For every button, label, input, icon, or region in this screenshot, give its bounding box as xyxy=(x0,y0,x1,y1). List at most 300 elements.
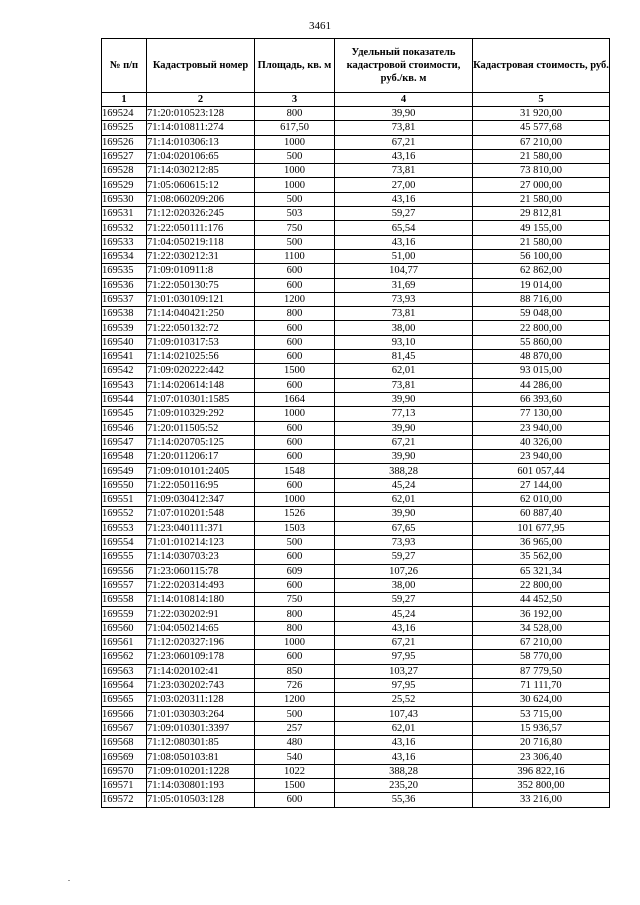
table-row xyxy=(102,364,610,378)
area-cell: 1526 xyxy=(255,507,335,521)
area-cell: 257 xyxy=(255,721,335,735)
area-cell: 1000 xyxy=(255,493,335,507)
table-row xyxy=(102,192,610,206)
cadastral-cost-cell: 23 940,00 xyxy=(473,421,610,435)
cadastral-cost-cell: 23 940,00 xyxy=(473,450,610,464)
specific-value-cell: 62,01 xyxy=(335,364,473,378)
cadastral-number-cell: 71:22:030212:31 xyxy=(147,249,255,263)
table-row xyxy=(102,664,610,678)
cadastral-number-cell: 71:20:011206:17 xyxy=(147,450,255,464)
table-row xyxy=(102,178,610,192)
row-number-cell: 169543 xyxy=(102,378,147,392)
table-row xyxy=(102,307,610,321)
cadastral-cost-cell: 67 210,00 xyxy=(473,135,610,149)
specific-value-cell: 67,65 xyxy=(335,521,473,535)
cadastral-number-cell: 71:14:010814:180 xyxy=(147,593,255,607)
table-row xyxy=(102,678,610,692)
cadastral-number-cell: 71:09:010329:292 xyxy=(147,407,255,421)
cadastral-cost-cell: 22 800,00 xyxy=(473,321,610,335)
cadastral-cost-cell: 62 010,00 xyxy=(473,493,610,507)
specific-value-cell: 43,16 xyxy=(335,621,473,635)
cadastral-number-cell: 71:14:020614:148 xyxy=(147,378,255,392)
area-cell: 850 xyxy=(255,664,335,678)
cadastral-cost-cell: 36 965,00 xyxy=(473,535,610,549)
area-cell: 500 xyxy=(255,535,335,549)
table-row xyxy=(102,321,610,335)
area-cell: 1503 xyxy=(255,521,335,535)
cadastral-number-cell: 71:14:030212:85 xyxy=(147,164,255,178)
cadastral-number-cell: 71:22:030202:91 xyxy=(147,607,255,621)
column-number-5: 5 xyxy=(473,93,610,107)
specific-value-cell: 31,69 xyxy=(335,278,473,292)
specific-value-cell: 107,43 xyxy=(335,707,473,721)
table-row xyxy=(102,507,610,521)
table-row xyxy=(102,578,610,592)
table-row xyxy=(102,521,610,535)
area-cell: 609 xyxy=(255,564,335,578)
cadastral-number-cell: 71:23:030202:743 xyxy=(147,678,255,692)
row-number-cell: 169542 xyxy=(102,364,147,378)
row-number-cell: 169550 xyxy=(102,478,147,492)
area-cell: 540 xyxy=(255,750,335,764)
row-number-cell: 169546 xyxy=(102,421,147,435)
cadastral-number-cell: 71:22:050132:72 xyxy=(147,321,255,335)
row-number-cell: 169533 xyxy=(102,235,147,249)
table-row xyxy=(102,550,610,564)
table-row xyxy=(102,635,610,649)
cadastral-cost-cell: 62 862,00 xyxy=(473,264,610,278)
area-cell: 600 xyxy=(255,550,335,564)
cadastral-number-cell: 71:12:080301:85 xyxy=(147,736,255,750)
table-row xyxy=(102,407,610,421)
cadastral-number-cell: 71:04:050214:65 xyxy=(147,621,255,635)
specific-value-cell: 73,81 xyxy=(335,164,473,178)
area-cell: 617,50 xyxy=(255,121,335,135)
cadastral-number-cell: 71:09:010201:1228 xyxy=(147,764,255,778)
row-number-cell: 169563 xyxy=(102,664,147,678)
specific-value-cell: 65,54 xyxy=(335,221,473,235)
cadastral-number-cell: 71:14:010306:13 xyxy=(147,135,255,149)
cadastral-cost-cell: 23 306,40 xyxy=(473,750,610,764)
row-number-cell: 169532 xyxy=(102,221,147,235)
specific-value-cell: 25,52 xyxy=(335,693,473,707)
specific-value-cell: 67,21 xyxy=(335,435,473,449)
row-number-cell: 169564 xyxy=(102,678,147,692)
specific-value-cell: 388,28 xyxy=(335,464,473,478)
area-cell: 1100 xyxy=(255,249,335,263)
row-number-cell: 169528 xyxy=(102,164,147,178)
cadastral-cost-cell: 21 580,00 xyxy=(473,192,610,206)
area-cell: 1022 xyxy=(255,764,335,778)
table-row xyxy=(102,493,610,507)
row-number-cell: 169548 xyxy=(102,450,147,464)
row-number-cell: 169554 xyxy=(102,535,147,549)
area-cell: 800 xyxy=(255,107,335,121)
area-cell: 500 xyxy=(255,149,335,163)
row-number-cell: 169571 xyxy=(102,778,147,792)
specific-value-cell: 73,81 xyxy=(335,307,473,321)
specific-value-cell: 43,16 xyxy=(335,736,473,750)
cadastral-number-cell: 71:23:040111:371 xyxy=(147,521,255,535)
cadastral-cost-cell: 93 015,00 xyxy=(473,364,610,378)
table-row xyxy=(102,650,610,664)
row-number-cell: 169568 xyxy=(102,736,147,750)
specific-value-cell: 73,93 xyxy=(335,535,473,549)
area-cell: 1000 xyxy=(255,635,335,649)
cadastral-cost-cell: 65 321,34 xyxy=(473,564,610,578)
cadastral-number-cell: 71:01:030303:264 xyxy=(147,707,255,721)
row-number-cell: 169552 xyxy=(102,507,147,521)
table-row xyxy=(102,392,610,406)
row-number-cell: 169560 xyxy=(102,621,147,635)
cadastral-cost-cell: 36 192,00 xyxy=(473,607,610,621)
specific-value-cell: 62,01 xyxy=(335,493,473,507)
specific-value-cell: 39,90 xyxy=(335,392,473,406)
cadastral-cost-cell: 35 562,00 xyxy=(473,550,610,564)
table-row xyxy=(102,693,610,707)
cadastral-number-cell: 71:04:050219:118 xyxy=(147,235,255,249)
row-number-cell: 169559 xyxy=(102,607,147,621)
column-number-4: 4 xyxy=(335,93,473,107)
cadastral-number-cell: 71:14:020102:41 xyxy=(147,664,255,678)
table-row xyxy=(102,135,610,149)
specific-value-cell: 45,24 xyxy=(335,607,473,621)
area-cell: 800 xyxy=(255,621,335,635)
table-row xyxy=(102,264,610,278)
cadastral-cost-cell: 352 800,00 xyxy=(473,778,610,792)
specific-value-cell: 55,36 xyxy=(335,793,473,807)
cadastral-cost-cell: 101 677,95 xyxy=(473,521,610,535)
area-cell: 480 xyxy=(255,736,335,750)
row-number-cell: 169566 xyxy=(102,707,147,721)
table-row xyxy=(102,235,610,249)
row-number-cell: 169545 xyxy=(102,407,147,421)
cadastral-number-cell: 71:12:020326:245 xyxy=(147,207,255,221)
specific-value-cell: 73,81 xyxy=(335,121,473,135)
area-cell: 1000 xyxy=(255,164,335,178)
cadastral-cost-cell: 21 580,00 xyxy=(473,149,610,163)
specific-value-cell: 62,01 xyxy=(335,721,473,735)
specific-value-cell: 77,13 xyxy=(335,407,473,421)
specific-value-cell: 43,16 xyxy=(335,235,473,249)
cadastral-number-cell: 71:03:020311:128 xyxy=(147,693,255,707)
specific-value-cell: 388,28 xyxy=(335,764,473,778)
cadastral-cost-cell: 60 887,40 xyxy=(473,507,610,521)
cadastral-value-table xyxy=(101,38,610,808)
cadastral-number-cell: 71:04:020106:65 xyxy=(147,149,255,163)
column-number-2: 2 xyxy=(147,93,255,107)
cadastral-number-cell: 71:09:020222:442 xyxy=(147,364,255,378)
table-row xyxy=(102,435,610,449)
row-number-cell: 169549 xyxy=(102,464,147,478)
row-number-cell: 169565 xyxy=(102,693,147,707)
cadastral-cost-cell: 59 048,00 xyxy=(473,307,610,321)
cadastral-cost-cell: 88 716,00 xyxy=(473,292,610,306)
cadastral-number-cell: 71:09:010911:8 xyxy=(147,264,255,278)
cadastral-cost-cell: 45 577,68 xyxy=(473,121,610,135)
cadastral-number-cell: 71:22:050111:176 xyxy=(147,221,255,235)
table-row xyxy=(102,793,610,807)
table-body xyxy=(102,107,610,808)
table-row xyxy=(102,721,610,735)
specific-value-cell: 39,90 xyxy=(335,421,473,435)
cadastral-cost-cell: 396 822,16 xyxy=(473,764,610,778)
row-number-cell: 169562 xyxy=(102,650,147,664)
table-row xyxy=(102,621,610,635)
area-cell: 800 xyxy=(255,607,335,621)
table-row xyxy=(102,421,610,435)
cadastral-number-cell: 71:01:030109:121 xyxy=(147,292,255,306)
area-cell: 726 xyxy=(255,678,335,692)
area-cell: 1500 xyxy=(255,364,335,378)
table-row xyxy=(102,707,610,721)
row-number-cell: 169534 xyxy=(102,249,147,263)
area-cell: 500 xyxy=(255,192,335,206)
cadastral-number-cell: 71:22:050130:75 xyxy=(147,278,255,292)
cadastral-cost-cell: 31 920,00 xyxy=(473,107,610,121)
area-cell: 1664 xyxy=(255,392,335,406)
cadastral-cost-cell: 53 715,00 xyxy=(473,707,610,721)
cadastral-cost-cell: 44 452,50 xyxy=(473,593,610,607)
scan-speck xyxy=(68,880,70,881)
cadastral-number-cell: 71:05:060615:12 xyxy=(147,178,255,192)
specific-value-cell: 38,00 xyxy=(335,578,473,592)
row-number-cell: 169527 xyxy=(102,149,147,163)
specific-value-cell: 73,93 xyxy=(335,292,473,306)
area-cell: 600 xyxy=(255,793,335,807)
row-number-cell: 169558 xyxy=(102,593,147,607)
area-cell: 1000 xyxy=(255,135,335,149)
table-row xyxy=(102,464,610,478)
table-row xyxy=(102,378,610,392)
row-number-cell: 169526 xyxy=(102,135,147,149)
cadastral-cost-cell: 601 057,44 xyxy=(473,464,610,478)
specific-value-cell: 59,27 xyxy=(335,207,473,221)
table-row xyxy=(102,121,610,135)
cadastral-cost-cell: 73 810,00 xyxy=(473,164,610,178)
table-row xyxy=(102,450,610,464)
specific-value-cell: 51,00 xyxy=(335,249,473,263)
area-cell: 600 xyxy=(255,435,335,449)
cadastral-cost-cell: 30 624,00 xyxy=(473,693,610,707)
specific-value-cell: 93,10 xyxy=(335,335,473,349)
row-number-cell: 169525 xyxy=(102,121,147,135)
row-number-cell: 169556 xyxy=(102,564,147,578)
header-cadastral-cost: Кадастровая стоимость, руб. xyxy=(473,39,610,93)
specific-value-cell: 43,16 xyxy=(335,192,473,206)
specific-value-cell: 67,21 xyxy=(335,135,473,149)
specific-value-cell: 67,21 xyxy=(335,635,473,649)
cadastral-number-cell: 71:14:030703:23 xyxy=(147,550,255,564)
table-row xyxy=(102,593,610,607)
cadastral-number-cell: 71:22:050116:95 xyxy=(147,478,255,492)
table-row xyxy=(102,249,610,263)
specific-value-cell: 104,77 xyxy=(335,264,473,278)
row-number-cell: 169547 xyxy=(102,435,147,449)
specific-value-cell: 97,95 xyxy=(335,650,473,664)
page-number: 3461 xyxy=(309,20,331,32)
cadastral-cost-cell: 27 144,00 xyxy=(473,478,610,492)
area-cell: 1200 xyxy=(255,292,335,306)
cadastral-cost-cell: 20 716,80 xyxy=(473,736,610,750)
cadastral-number-cell: 71:09:010317:53 xyxy=(147,335,255,349)
row-number-cell: 169531 xyxy=(102,207,147,221)
cadastral-number-cell: 71:14:040421:250 xyxy=(147,307,255,321)
cadastral-cost-cell: 27 000,00 xyxy=(473,178,610,192)
cadastral-cost-cell: 40 326,00 xyxy=(473,435,610,449)
cadastral-number-cell: 71:23:060115:78 xyxy=(147,564,255,578)
specific-value-cell: 73,81 xyxy=(335,378,473,392)
area-cell: 800 xyxy=(255,307,335,321)
cadastral-cost-cell: 15 936,57 xyxy=(473,721,610,735)
cadastral-number-cell: 71:14:020705:125 xyxy=(147,435,255,449)
cadastral-cost-cell: 33 216,00 xyxy=(473,793,610,807)
area-cell: 600 xyxy=(255,578,335,592)
cadastral-number-cell: 71:07:010201:548 xyxy=(147,507,255,521)
area-cell: 1548 xyxy=(255,464,335,478)
row-number-cell: 169537 xyxy=(102,292,147,306)
row-number-cell: 169572 xyxy=(102,793,147,807)
cadastral-number-cell: 71:20:011505:52 xyxy=(147,421,255,435)
cadastral-number-cell: 71:23:060109:178 xyxy=(147,650,255,664)
area-cell: 600 xyxy=(255,264,335,278)
cadastral-number-cell: 71:01:010214:123 xyxy=(147,535,255,549)
table-row xyxy=(102,221,610,235)
cadastral-cost-cell: 21 580,00 xyxy=(473,235,610,249)
area-cell: 600 xyxy=(255,650,335,664)
row-number-cell: 169561 xyxy=(102,635,147,649)
cadastral-cost-cell: 19 014,00 xyxy=(473,278,610,292)
cadastral-cost-cell: 49 155,00 xyxy=(473,221,610,235)
cadastral-number-cell: 71:08:060209:206 xyxy=(147,192,255,206)
row-number-cell: 169535 xyxy=(102,264,147,278)
table-row xyxy=(102,335,610,349)
row-number-cell: 169557 xyxy=(102,578,147,592)
row-number-cell: 169569 xyxy=(102,750,147,764)
area-cell: 600 xyxy=(255,350,335,364)
area-cell: 600 xyxy=(255,335,335,349)
row-number-cell: 169539 xyxy=(102,321,147,335)
row-number-cell: 169524 xyxy=(102,107,147,121)
row-number-cell: 169530 xyxy=(102,192,147,206)
area-cell: 600 xyxy=(255,478,335,492)
row-number-cell: 169529 xyxy=(102,178,147,192)
area-cell: 600 xyxy=(255,321,335,335)
column-number-1: 1 xyxy=(102,93,147,107)
table-row xyxy=(102,736,610,750)
specific-value-cell: 27,00 xyxy=(335,178,473,192)
specific-value-cell: 43,16 xyxy=(335,750,473,764)
cadastral-cost-cell: 71 111,70 xyxy=(473,678,610,692)
area-cell: 1200 xyxy=(255,693,335,707)
row-number-cell: 169540 xyxy=(102,335,147,349)
table-row xyxy=(102,607,610,621)
table-row xyxy=(102,350,610,364)
area-cell: 600 xyxy=(255,421,335,435)
area-cell: 600 xyxy=(255,378,335,392)
area-cell: 750 xyxy=(255,221,335,235)
area-cell: 500 xyxy=(255,235,335,249)
cadastral-number-cell: 71:14:021025:56 xyxy=(147,350,255,364)
cadastral-cost-cell: 44 286,00 xyxy=(473,378,610,392)
cadastral-cost-cell: 55 860,00 xyxy=(473,335,610,349)
cadastral-cost-cell: 67 210,00 xyxy=(473,635,610,649)
table-row xyxy=(102,278,610,292)
cadastral-number-cell: 71:09:030412:347 xyxy=(147,493,255,507)
specific-value-cell: 59,27 xyxy=(335,550,473,564)
header-specific-value: Удельный показатель кадастровой стоимости, руб./кв. м xyxy=(335,39,473,93)
area-cell: 750 xyxy=(255,593,335,607)
header-cadastral-number: Кадастровый номер xyxy=(147,39,255,93)
row-number-cell: 169570 xyxy=(102,764,147,778)
table-row xyxy=(102,107,610,121)
specific-value-cell: 235,20 xyxy=(335,778,473,792)
row-number-cell: 169567 xyxy=(102,721,147,735)
cadastral-number-cell: 71:09:010301:3397 xyxy=(147,721,255,735)
specific-value-cell: 39,90 xyxy=(335,107,473,121)
specific-value-cell: 45,24 xyxy=(335,478,473,492)
table-row xyxy=(102,149,610,163)
specific-value-cell: 59,27 xyxy=(335,593,473,607)
cadastral-number-cell: 71:05:010503:128 xyxy=(147,793,255,807)
area-cell: 500 xyxy=(255,707,335,721)
row-number-cell: 169541 xyxy=(102,350,147,364)
table-row xyxy=(102,478,610,492)
specific-value-cell: 39,90 xyxy=(335,450,473,464)
specific-value-cell: 39,90 xyxy=(335,507,473,521)
cadastral-cost-cell: 87 779,50 xyxy=(473,664,610,678)
specific-value-cell: 43,16 xyxy=(335,149,473,163)
cadastral-cost-cell: 48 870,00 xyxy=(473,350,610,364)
cadastral-number-cell: 71:12:020327:196 xyxy=(147,635,255,649)
cadastral-number-cell: 71:08:050103:81 xyxy=(147,750,255,764)
area-cell: 1500 xyxy=(255,778,335,792)
cadastral-cost-cell: 58 770,00 xyxy=(473,650,610,664)
specific-value-cell: 97,95 xyxy=(335,678,473,692)
cadastral-number-cell: 71:14:030801:193 xyxy=(147,778,255,792)
table-row xyxy=(102,764,610,778)
cadastral-number-cell: 71:14:010811:274 xyxy=(147,121,255,135)
area-cell: 600 xyxy=(255,450,335,464)
row-number-cell: 169536 xyxy=(102,278,147,292)
specific-value-cell: 38,00 xyxy=(335,321,473,335)
area-cell: 1000 xyxy=(255,178,335,192)
table-row xyxy=(102,750,610,764)
table-row xyxy=(102,164,610,178)
cadastral-cost-cell: 22 800,00 xyxy=(473,578,610,592)
table-row xyxy=(102,207,610,221)
column-number-3: 3 xyxy=(255,93,335,107)
header-row-number: № п/п xyxy=(102,39,147,93)
row-number-cell: 169544 xyxy=(102,392,147,406)
row-number-cell: 169551 xyxy=(102,493,147,507)
row-number-cell: 169553 xyxy=(102,521,147,535)
row-number-cell: 169538 xyxy=(102,307,147,321)
specific-value-cell: 103,27 xyxy=(335,664,473,678)
table-row xyxy=(102,292,610,306)
cadastral-number-cell: 71:09:010101:2405 xyxy=(147,464,255,478)
area-cell: 1000 xyxy=(255,407,335,421)
area-cell: 600 xyxy=(255,278,335,292)
area-cell: 503 xyxy=(255,207,335,221)
table-row xyxy=(102,778,610,792)
specific-value-cell: 107,26 xyxy=(335,564,473,578)
cadastral-cost-cell: 34 528,00 xyxy=(473,621,610,635)
cadastral-number-cell: 71:22:020314:493 xyxy=(147,578,255,592)
cadastral-cost-cell: 56 100,00 xyxy=(473,249,610,263)
cadastral-cost-cell: 77 130,00 xyxy=(473,407,610,421)
header-area: Площадь, кв. м xyxy=(255,39,335,93)
